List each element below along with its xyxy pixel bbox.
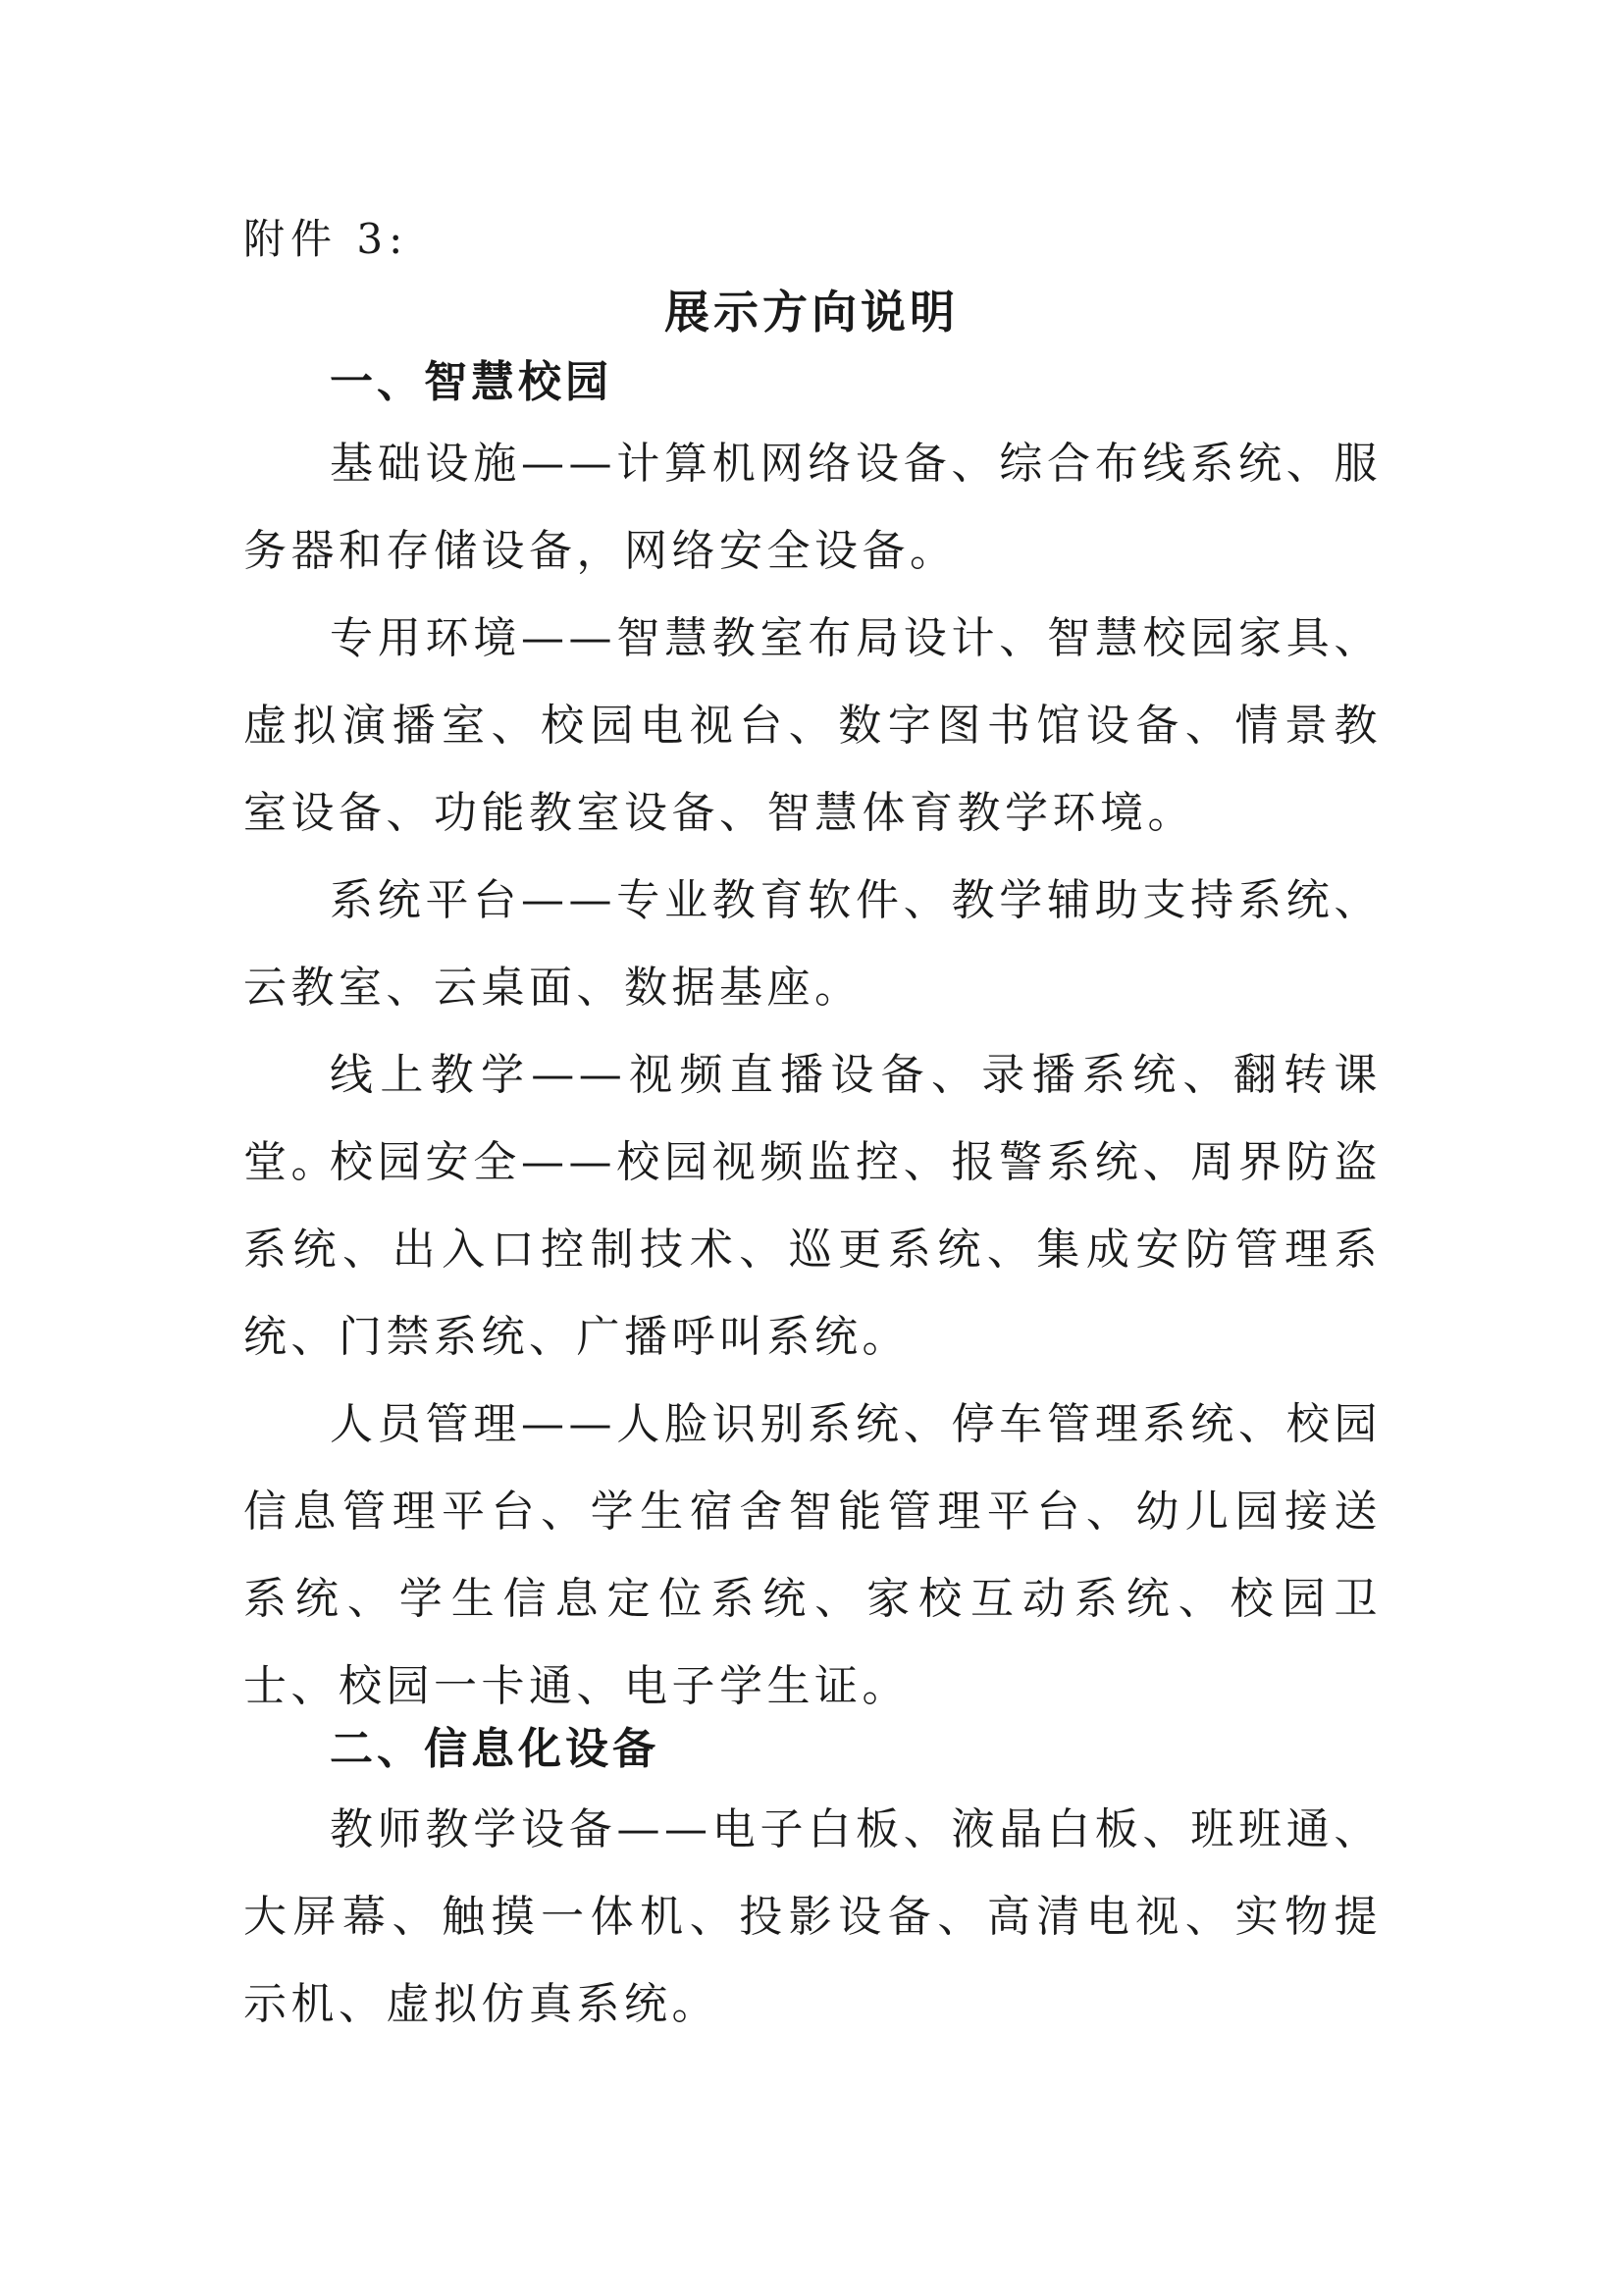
paragraph-infrastructure: 基础设施——计算机网络设备、综合布线系统、服务器和存储设备，网络安全设备。: [243, 439, 1382, 576]
paragraph-campus-security: 校园安全——校园视频监控、报警系统、周界防盗系统、出入口控制技术、巡更系统、集成安防管理系统、门禁系统、广播呼叫系统。: [243, 1137, 1382, 1362]
paragraph-teacher-equipment: 教师教学设备——电子白板、液晶白板、班班通、大屏幕、触摸一体机、投影设备、高清电视、实物提示机、虚拟仿真系统。: [243, 1804, 1382, 2029]
paragraph-system-platform: 系统平台——专业教育软件、教学辅助支持系统、云教室、云桌面、数据基座。: [243, 875, 1382, 1013]
paragraph-personnel-management: 人员管理——人脸识别系统、停车管理系统、校园信息管理平台、学生宿舍智能管理平台、幼儿园接送系统、学生信息定位系统、家校互动系统、校园卫士、校园一卡通、电子学生证。: [243, 1399, 1382, 1711]
paragraph-online-teaching: 线上教学——视频直播设备、录播系统、翻转课堂。: [243, 1050, 1382, 1187]
section-heading-smart-campus: 一、智慧校园: [330, 357, 612, 407]
page-title: 展示方向说明: [664, 286, 959, 339]
attachment-label: 附件 3:: [243, 215, 409, 263]
section-heading-it-equipment: 二、信息化设备: [330, 1724, 659, 1774]
paragraph-dedicated-environment: 专用环境——智慧教室布局设计、智慧校园家具、虚拟演播室、校园电视台、数字图书馆设备、情景教室设备、功能教室设备、智慧体育教学环境。: [243, 613, 1382, 838]
